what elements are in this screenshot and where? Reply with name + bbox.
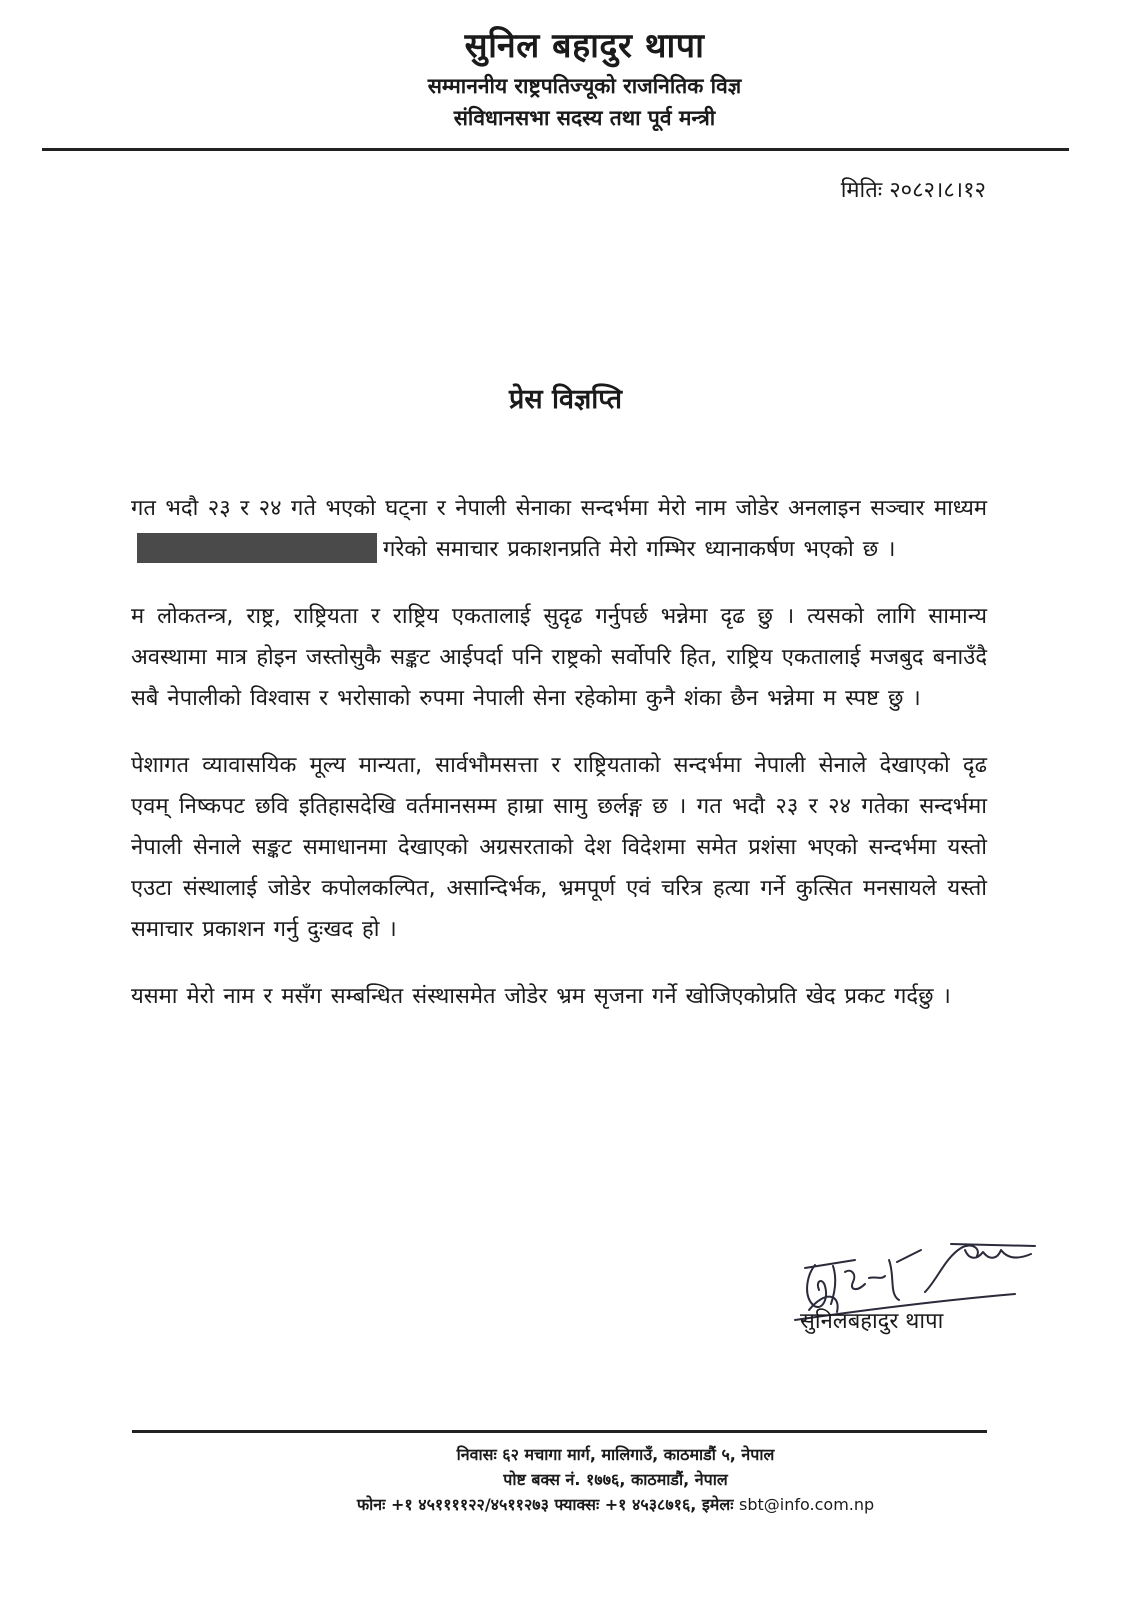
letterhead-role: सम्माननीय राष्ट्रपतिज्यूको राजनितिक विज्ञ [427, 74, 742, 98]
footer-residence: निवासः ६२ मचागा मार्ग, मालिगाउँ, काठमाडौं ५, नेपाल [456, 1445, 775, 1464]
footer-contact: फोनः +१ ४५११११२२/४५११२७३ फ्याक्सः +१ ४५३८७१६, इमेलः [356, 1495, 734, 1514]
footer [0, 1442, 1121, 1517]
document-title: प्रेस विज्ञप्ति [508, 384, 623, 415]
footer-po-box: पोष्ट बक्स नं. १७७६, काठमाडौं, नेपाल [503, 1470, 728, 1489]
footer-contact-line [110, 1492, 1121, 1517]
signatory-name: सुनिलबहादुर थापा [800, 1309, 944, 1334]
bottom-divider [132, 1430, 987, 1433]
paragraph-3: पेशागत व्यावासयिक मूल्य मान्यता, सार्वभौमसत्ता र राष्ट्रियताको सन्दर्भमा नेपाली सेनाले देखाएको दृढ एवम् निष्कपट छवि इतिहासदेखि वर्तमानसम्म हाम्रा सामु छर्लङ्ग छ । गत भदौ २३ र २४ गतेका सन्दर्भमा नेपाली सेनाले सङ्कट समाधानमा देखाएको अग्रसरताको देश विदेशमा समेत प्रशंसा भएको सन्दर्भमा यस्तो एउटा संस्थालाई जोडेर कपोलकल्पित, असान्दिर्भक, भ्रमपूर्ण एवं चरित्र हत्या गर्ने कुत्सित मनसायले यस्तो समाचार प्रकाशन गर्नु दुःखद हो । [131, 753, 987, 942]
letterhead-title: संविधानसभा सदस्य तथा पूर्व मन्त्री [453, 106, 716, 130]
redaction-block [137, 533, 377, 563]
paragraph-1 [131, 488, 987, 570]
paragraph-1-end: गरेको समाचार प्रकाशनप्रति मेरो गम्भिर ध्यानाकर्षण भएको छ । [383, 537, 896, 562]
paragraph-1-start: गत भदौ २३ र २४ गते भएको घट्ना र नेपाली सेनाका सन्दर्भमा मेरो नाम जोडेर अनलाइन सञ्चार माध्यम [131, 496, 987, 521]
paragraph-4: यसमा मेरो नाम र मसँग सम्बन्धित संस्थासमेत जोडेर भ्रम सृजना गर्ने खोजिएकोप्रति खेद प्रकट गर्दछु । [131, 984, 951, 1009]
letter-body [131, 488, 987, 1043]
document-date: मितिः २०८२।८।१२ [840, 178, 986, 203]
paragraph-2: म लोकतन्त्र, राष्ट्र, राष्ट्रियता र राष्ट्रिय एकतालाई सुदृढ गर्नुपर्छ भन्नेमा दृढ छु । त्यसको लागि सामान्य अवस्थामा मात्र होइन जस्तोसुकै सङ्कट आईपर्दा पनि राष्ट्रको सर्वोपरि हित, राष्ट्रिय एकतालाई मजबुद बनाउँदै सबै नेपालीको विश्वास र भरोसाको रुपमा नेपाली सेना रहेकोमा कुनै शंका छैन भन्नेमा म स्पष्ट छु । [131, 604, 987, 711]
letterhead-name: सुनिल बहादुर थापा [464, 26, 705, 66]
top-divider [42, 148, 1069, 151]
letterhead [40, 22, 1069, 134]
footer-email[interactable]: sbt@info.com.np [739, 1495, 875, 1514]
